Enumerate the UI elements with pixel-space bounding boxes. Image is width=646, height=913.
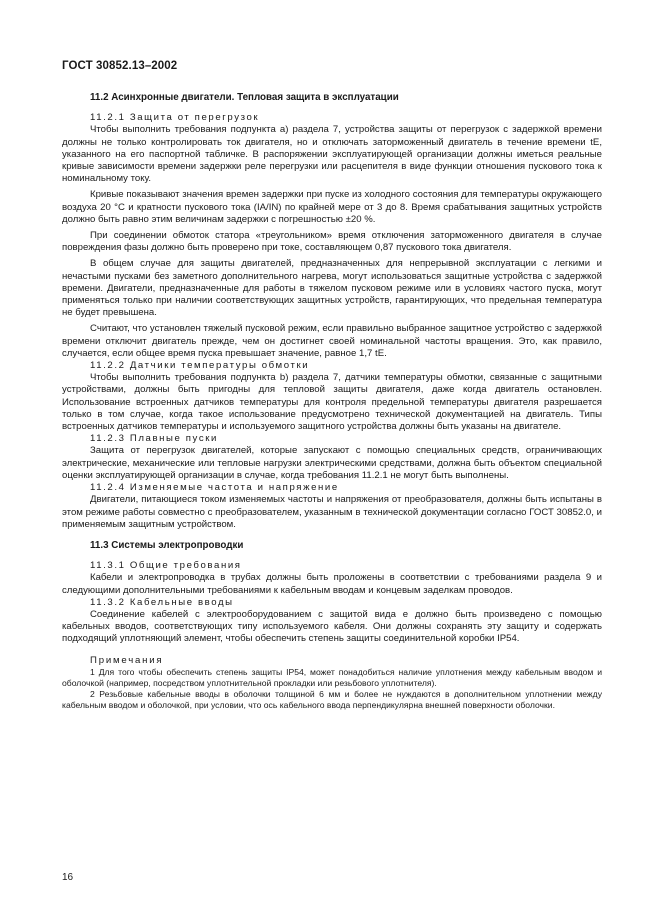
section-heading: 11.3 Системы электропроводки [90,539,244,551]
paragraph: Соединение кабелей с электрооборудованием с защитой вида е должно быть произведено с помощью кабельных вводов, соответствующих типу используемого кабеля. Они должны сохранять эту защиту и содержать подходящий уплотняющий элемент, чтобы обеспечить степень защиты соединительной коробки IP54. [62,608,602,645]
subsection-title: 11.2.1 Защита от перегрузок [90,112,260,124]
paragraph: В общем случае для защиты двигателей, предназначенных для непрерывной эксплуатации с легкими и нечастыми пусками без заметного дополнительного нагрева, могут использоваться защитные устройства с задержкой времени. Двигатели, предназначенные для работы в тяжелом пусковом режиме или в условиях частого пуска, могут применяться только при наличии соответствующих защитных устройств, гарантирующих, что предельная температура не будет превышена. [62,258,602,319]
note-item: 2 Резьбовые кабельные вводы в оболочки толщиной 6 мм и более не нуждаются в дополнительном уплотнении между кабельным вводом и оболочкой, при условии, что ось кабельного ввода перпендикулярна внешней поверхности оболочки. [62,688,602,710]
page-number: 16 [62,872,74,883]
subsection-title: 11.2.3 Плавные пуски [90,433,218,445]
standard-header: ГОСТ 30852.13–2002 [62,60,178,72]
paragraph: Чтобы выполнить требования подпункта а) раздела 7, устройства защиты от перегрузок с задержкой времени должны не только контролировать ток двигателя, но и отключать заторможенный двигатель в течение времени tE, указанного на его паспортной табличке. В распоряжении эксплуатирующей организации должны иметься реальные кривые зависимости времени задержки реле перегрузки или расцепителя в виде функции отношения пускового тока к номинальному току. [62,124,602,185]
paragraph: Кривые показывают значения времен задержки при пуске из холодного состояния для температуры окружающего воздуха 20 °С и кратности пускового тока (IA/IN) по крайней мере от 3 до 8. Время срабатывания защитных устройств должно быть равно этим величинам задержки с погрешностью ±20 %. [62,189,602,225]
subsection-title: 11.3.1 Общие требования [90,560,242,572]
paragraph: При соединении обмоток статора «треугольником» время отключения заторможенного двигателя в случае повреждения фазы должно быть проверено при токе, составляющем 0,87 пускового тока двигателя. [62,230,602,254]
paragraph: Считают, что установлен тяжелый пусковой режим, если правильно выбранное защитное устройство с задержкой времени отключит двигатель прежде, чем он достигнет своей номинальной частоты вращения. Это, как правило, случается, если общее время пуска превышает значение, равное 1,7 tE. [62,323,602,359]
paragraph: Защита от перегрузок двигателей, которые запускают с помощью специальных средств, ограничивающих электрические, механические или тепловые нагрузки электрическими средствами, должна быть объектом специальной оценки эксплуатирующей организации в случае, когда требования 11.2.1 не могут быть выполнены. [62,445,602,481]
note-item: 1 Для того чтобы обеспечить степень защиты IP54, может понадобиться наличие уплотнения между кабельным вводом и оболочкой (например, посредством уплотнительной прокладки или резьбового уплотнителя). [62,666,602,688]
notes-title: Примечания [90,654,164,666]
subsection-title: 11.2.4 Изменяемые частота и напряжение [90,482,339,494]
section-heading: 11.2 Асинхронные двигатели. Тепловая защита в эксплуатации [90,92,399,103]
subsection-title: 11.3.2 Кабельные вводы [90,596,234,608]
paragraph: Чтобы выполнить требования подпункта b) раздела 7, датчики температуры обмотки, связанные с защитными устройствами, должны быть пригодны для тепловой защиты двигателя, даже когда двигатель остановлен. Использование встроенных датчиков температуры для контроля предельной температуры двигателя разрешается только в том случае, когда такое использование предусмотрено технической документацией на двигатель. Типы встроенных датчиков температуры и используемого защитного устройства должны быть указаны на двигателе. [62,372,602,433]
document-body [62,92,602,711]
paragraph: Двигатели, питающиеся током изменяемых частоты и напряжения от преобразователя, должны быть испытаны в этом режиме работы совместно с преобразователем, указанным в технической документации согласно ГОСТ 30852.0, и применяемым защитным устройством. [62,494,602,530]
subsection-title: 11.2.2 Датчики температуры обмотки [90,360,310,372]
paragraph: Кабели и электропроводка в трубах должны быть проложены в соответствии с требованиями раздела 9 и следующими дополнительными требованиями к кабельным вводам и концевым заделкам проводов. [62,572,602,596]
